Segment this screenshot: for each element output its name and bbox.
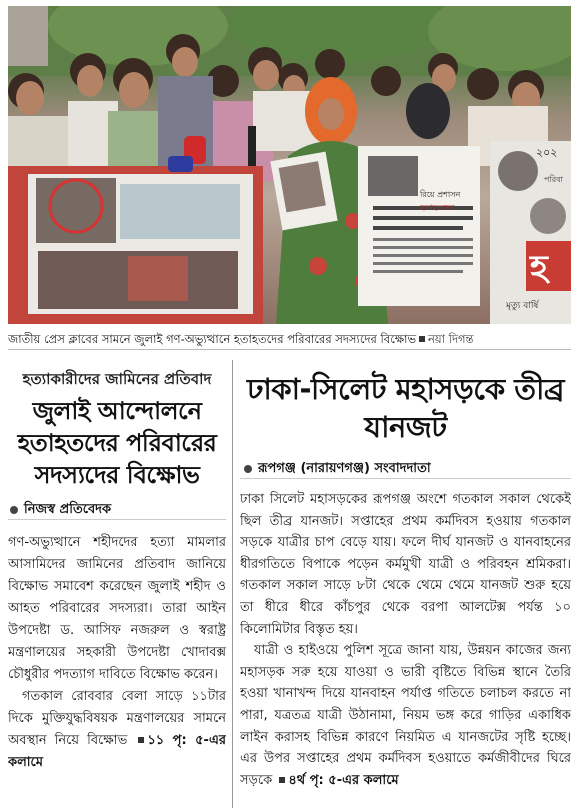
right-jump-link[interactable] (276, 773, 398, 788)
left-headline[interactable]: জুলাই আন্দোলনে হতাহতদের পরিবারের সদস্যদের বিক্ষোভ (17, 397, 217, 489)
right-paragraph-1: ঢাকা সিলেট মহাসড়কের রূপগঞ্জ অংশে গতকাল সকাল থেকেই ছিল তীব্র যানজট। সপ্তাহের প্রথম কর্মদিবস হওয়ায় গতকাল সড়কে যাত্রীর চাপ বেড়ে যায়। ফলে দীর্ঘ যানজট ও যানবাহনের ধীরগতিতে বিপাকে পড়েন কর্মমুখী যাত্রী ও পরিবহন শ্রমিকরা। গতকাল সকাল সাড়ে ৮টা থেকে থেমে থেমে যানজট শুরু হয়ে তা ধীরে ধীরে কাঁচপুর থেকে বরপা আলটেক্স পর্যন্ত ১০ কিলোমিটার বিস্তৃত হয়। (240, 492, 571, 637)
news-photo (8, 6, 571, 324)
left-paragraph-1: গণ-অভ্যুত্থানে শহীদদের হত্যা মামলার আসামিদের জামিনের প্রতিবাদ জানিয়ে বিক্ষোভ সমাবেশ করেছেন জুলাই শহীদ ও আহত পরিবারের সদস্যরা। তারা আইন উপদেষ্টা ড. আসিফ নজরুল ও স্বরাষ্ট্র মন্ত্রণালয়ের সহকারী উপদেষ্টা খোদাবক্স চৌধুরীর পদত্যাগ দাবিতে বিক্ষোভ করেন। (8, 535, 226, 682)
separator-square-icon (419, 336, 425, 342)
caption-source: নয়া দিগন্ত (428, 332, 474, 346)
protest-photo-illustration (8, 6, 571, 324)
left-kicker: হত্যাকারীদের জামিনের প্রতিবাদ (22, 370, 212, 388)
left-paragraph-2-text: গতকাল রোববার বেলা সাড়ে ১১টার দিকে মুক্তিযুদ্ধবিষয়ক মন্ত্রণালয়ের সামনে অবস্থান নিয়ে বিক্ষোভ (8, 689, 226, 748)
jump-square-icon (279, 777, 285, 783)
right-paragraph-2 (240, 640, 571, 791)
left-jump-text: ১১ পৃ: ৫-এর কলামে (8, 733, 226, 770)
poster-line2-text: হতাহতদের (420, 203, 455, 212)
caption-text: জাতীয় প্রেস ক্লাবের সামনে জুলাই গণ-অভ্যুত্থানে হতাহতদের পরিবারের সদস্যদের বিক্ষোভ (8, 332, 417, 346)
left-body (8, 532, 226, 794)
bullet-icon (244, 465, 252, 473)
left-paragraph-2 (8, 686, 226, 774)
right-article (240, 360, 571, 791)
sign-bottom-text: মৃত্যু বার্ষি (506, 301, 539, 311)
photo-caption (8, 329, 571, 350)
right-byline-text: রূপগঞ্জ (নারায়ণগঞ্জ) সংবাদদাতা (258, 461, 431, 476)
sign-year-text: ২০২ (536, 146, 558, 159)
bullet-icon (10, 506, 18, 514)
right-byline (240, 460, 571, 479)
right-body (240, 489, 571, 791)
left-article (8, 360, 226, 794)
right-headline[interactable]: ঢাকা-সিলেট মহাসড়কে তীব্র যানজট (247, 372, 564, 444)
column-divider (232, 360, 233, 808)
left-byline (8, 501, 226, 520)
sign-letter-text: হ (530, 248, 548, 288)
sign-small-text: পরিবা (544, 175, 563, 184)
jump-square-icon (138, 737, 144, 743)
poster-line-text: রিয়ে প্রশাসন (420, 190, 461, 199)
right-jump-text: ৪র্থ পৃ: ৫-এর কলামে (288, 772, 399, 788)
right-paragraph-2-text: যাত্রী ও হাইওয়ে পুলিশ সূত্রে জানা যায়, উন্নয়ন কাজের জন্য মহাসড়ক সরু হয়ে যাওয়া ও ভারী বৃষ্টিতে বিভিন্ন স্থানে তৈরি হওয়া খানাখন্দ দিয়ে যানবাহন পর্যাপ্ত গতিতে চলাচল করতে না পারা, যত্রতত্র যাত্রী উঠানামা, নিয়ম ভঙ্গ করে গাড়ির একাধিক লাইন করাসহ বিভিন্ন কারণে নিয়মিত এ যানজটের সৃষ্টি হচ্ছে। এর উপর সপ্তাহের প্রথম কর্মদিবস হওয়াতে কর্মজীবীদের ঘিরে সড়কে (240, 643, 571, 788)
left-byline-text: নিজস্ব প্রতিবেদক (24, 502, 112, 517)
